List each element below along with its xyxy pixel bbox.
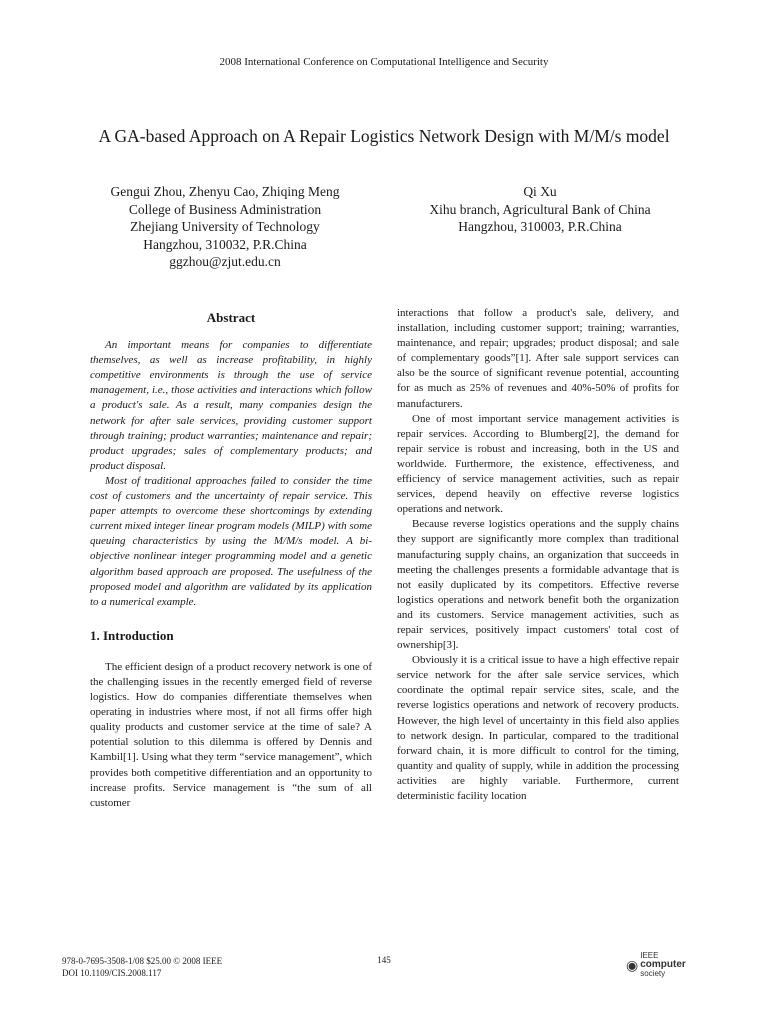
abstract-body xyxy=(90,338,372,610)
logo-ieee-text: IEEE xyxy=(640,951,659,960)
right-column xyxy=(397,306,679,804)
body-paragraph: Because reverse logistics operations and the supply chains they support are significantly more complex than traditional manufacturing supply chains, an organization that succeeds in meeting the challenges presents a formidable advantage that is not easily duplicated by its competitors. Effective reverse logistics operations and network benefit both the organization and its customers. Service management activities, such as repair services, positively impact customers' total cost of ownership[3]. xyxy=(397,518,679,652)
ieee-cs-logo-icon: ◉ xyxy=(626,957,639,973)
body-paragraph: One of most important service management activities is repair services. According to Blumberg[2], the demand for repair service is robust and increasing, both in the US and worldwide. Furthermore, the existence, effectiveness, and efficiency of service management activities, such as repair services, depend heavily on effective reverse logistics operations and network. xyxy=(397,412,679,516)
body-paragraph: interactions that follow a product's sale, delivery, and installation, including customer support; training; warranties, maintenance, and repair; upgrades; product disposal; and sale of complementary goods”[1]. After sale support services can also be the source of significant revenue potential, accounting for as much as 25% of revenues and 40%-50% of profits for manufacturers. xyxy=(397,307,679,410)
body-paragraph: The efficient design of a product recovery network is one of the challenging issues in the recently emerged field of reverse logistics. How do companies differentiate themselves when operating in industries where most, if not all firms offer high quality products and customer service at the time of sale? A potential solution to this dilemma is offered by Dennis and Kambil[1]. Using what they term “service management”, which provides both competitive differentiation and an opportunity to increase profits. Service management is “the sum of all customer xyxy=(90,660,372,809)
author-names: Gengui Zhou, Zhenyu Cao, Zhiqing Meng xyxy=(110,184,340,199)
page-number: 145 xyxy=(377,955,391,965)
paper-title: A GA-based Approach on A Repair Logistics Network Design with M/M/s model xyxy=(98,126,670,146)
author-email[interactable]: ggzhou@zjut.edu.cn xyxy=(169,254,281,269)
author-block-1 xyxy=(60,183,390,271)
logo-society-text: society xyxy=(640,969,666,978)
left-column xyxy=(90,306,372,811)
author-address: Hangzhou, 310003, P.R.China xyxy=(458,219,622,234)
author-block-2 xyxy=(390,183,690,236)
author-affiliation: College of Business Administration xyxy=(128,201,322,217)
conference-header: 2008 International Conference on Computational Intelligence and Security xyxy=(219,56,549,68)
logo-computer-text: computer xyxy=(640,959,686,970)
footer-doi: DOI 10.1109/CIS.2008.117 xyxy=(62,968,162,978)
section-heading-introduction: 1. Introduction xyxy=(90,627,174,643)
author-affiliation: Xihu branch, Agricultural Bank of China xyxy=(429,201,651,217)
author-university: Zhejiang University of Technology xyxy=(130,219,320,234)
author-address: Hangzhou, 310032, P.R.China xyxy=(143,236,307,252)
abstract-paragraph: An important means for companies to differentiate themselves, as well as increase profitability, in highly competitive environments is through the use of service management, i.e., those activities and interactions which follow a product's sale. As a result, many companies design the network for after sale services, providing customer support through training; product warranties; maintenance and repair; product upgrades; sales of complementary products; and product disposal. xyxy=(90,339,372,472)
footer-isbn: 978-0-7695-3508-1/08 $25.00 © 2008 IEEE xyxy=(62,956,223,966)
ieee-computer-society-logo xyxy=(626,952,686,978)
abstract-heading: Abstract xyxy=(206,310,256,325)
body-paragraph: Obviously it is a critical issue to have a high effective repair service network for the after sale service services, which coordinate the optimal repair service sites, scale, and the reverse logistics operations and network of recovery products. However, the high level of uncertainty in this field also applies to network design. In particular, compared to the traditional forward chain, it is more difficult to control for the timing, quantity and quality of supply, while in addition the processing activities are highly variable. Furthermore, current deterministic facility location xyxy=(397,654,679,802)
abstract-paragraph: Most of traditional approaches failed to consider the time cost of customers and the uncertainty of repair service. This paper attempts to overcome these shortcomings by extending current mixed integer linear program models (MILP) with some queuing characteristics by using the M/M/s model. A bi-objective nonlinear integer programming model and a genetic algorithm based approach are proposed. The usefulness of the proposed model and algorithm are validated by its application to a numerical example. xyxy=(90,474,372,608)
author-names: Qi Xu xyxy=(523,184,557,199)
